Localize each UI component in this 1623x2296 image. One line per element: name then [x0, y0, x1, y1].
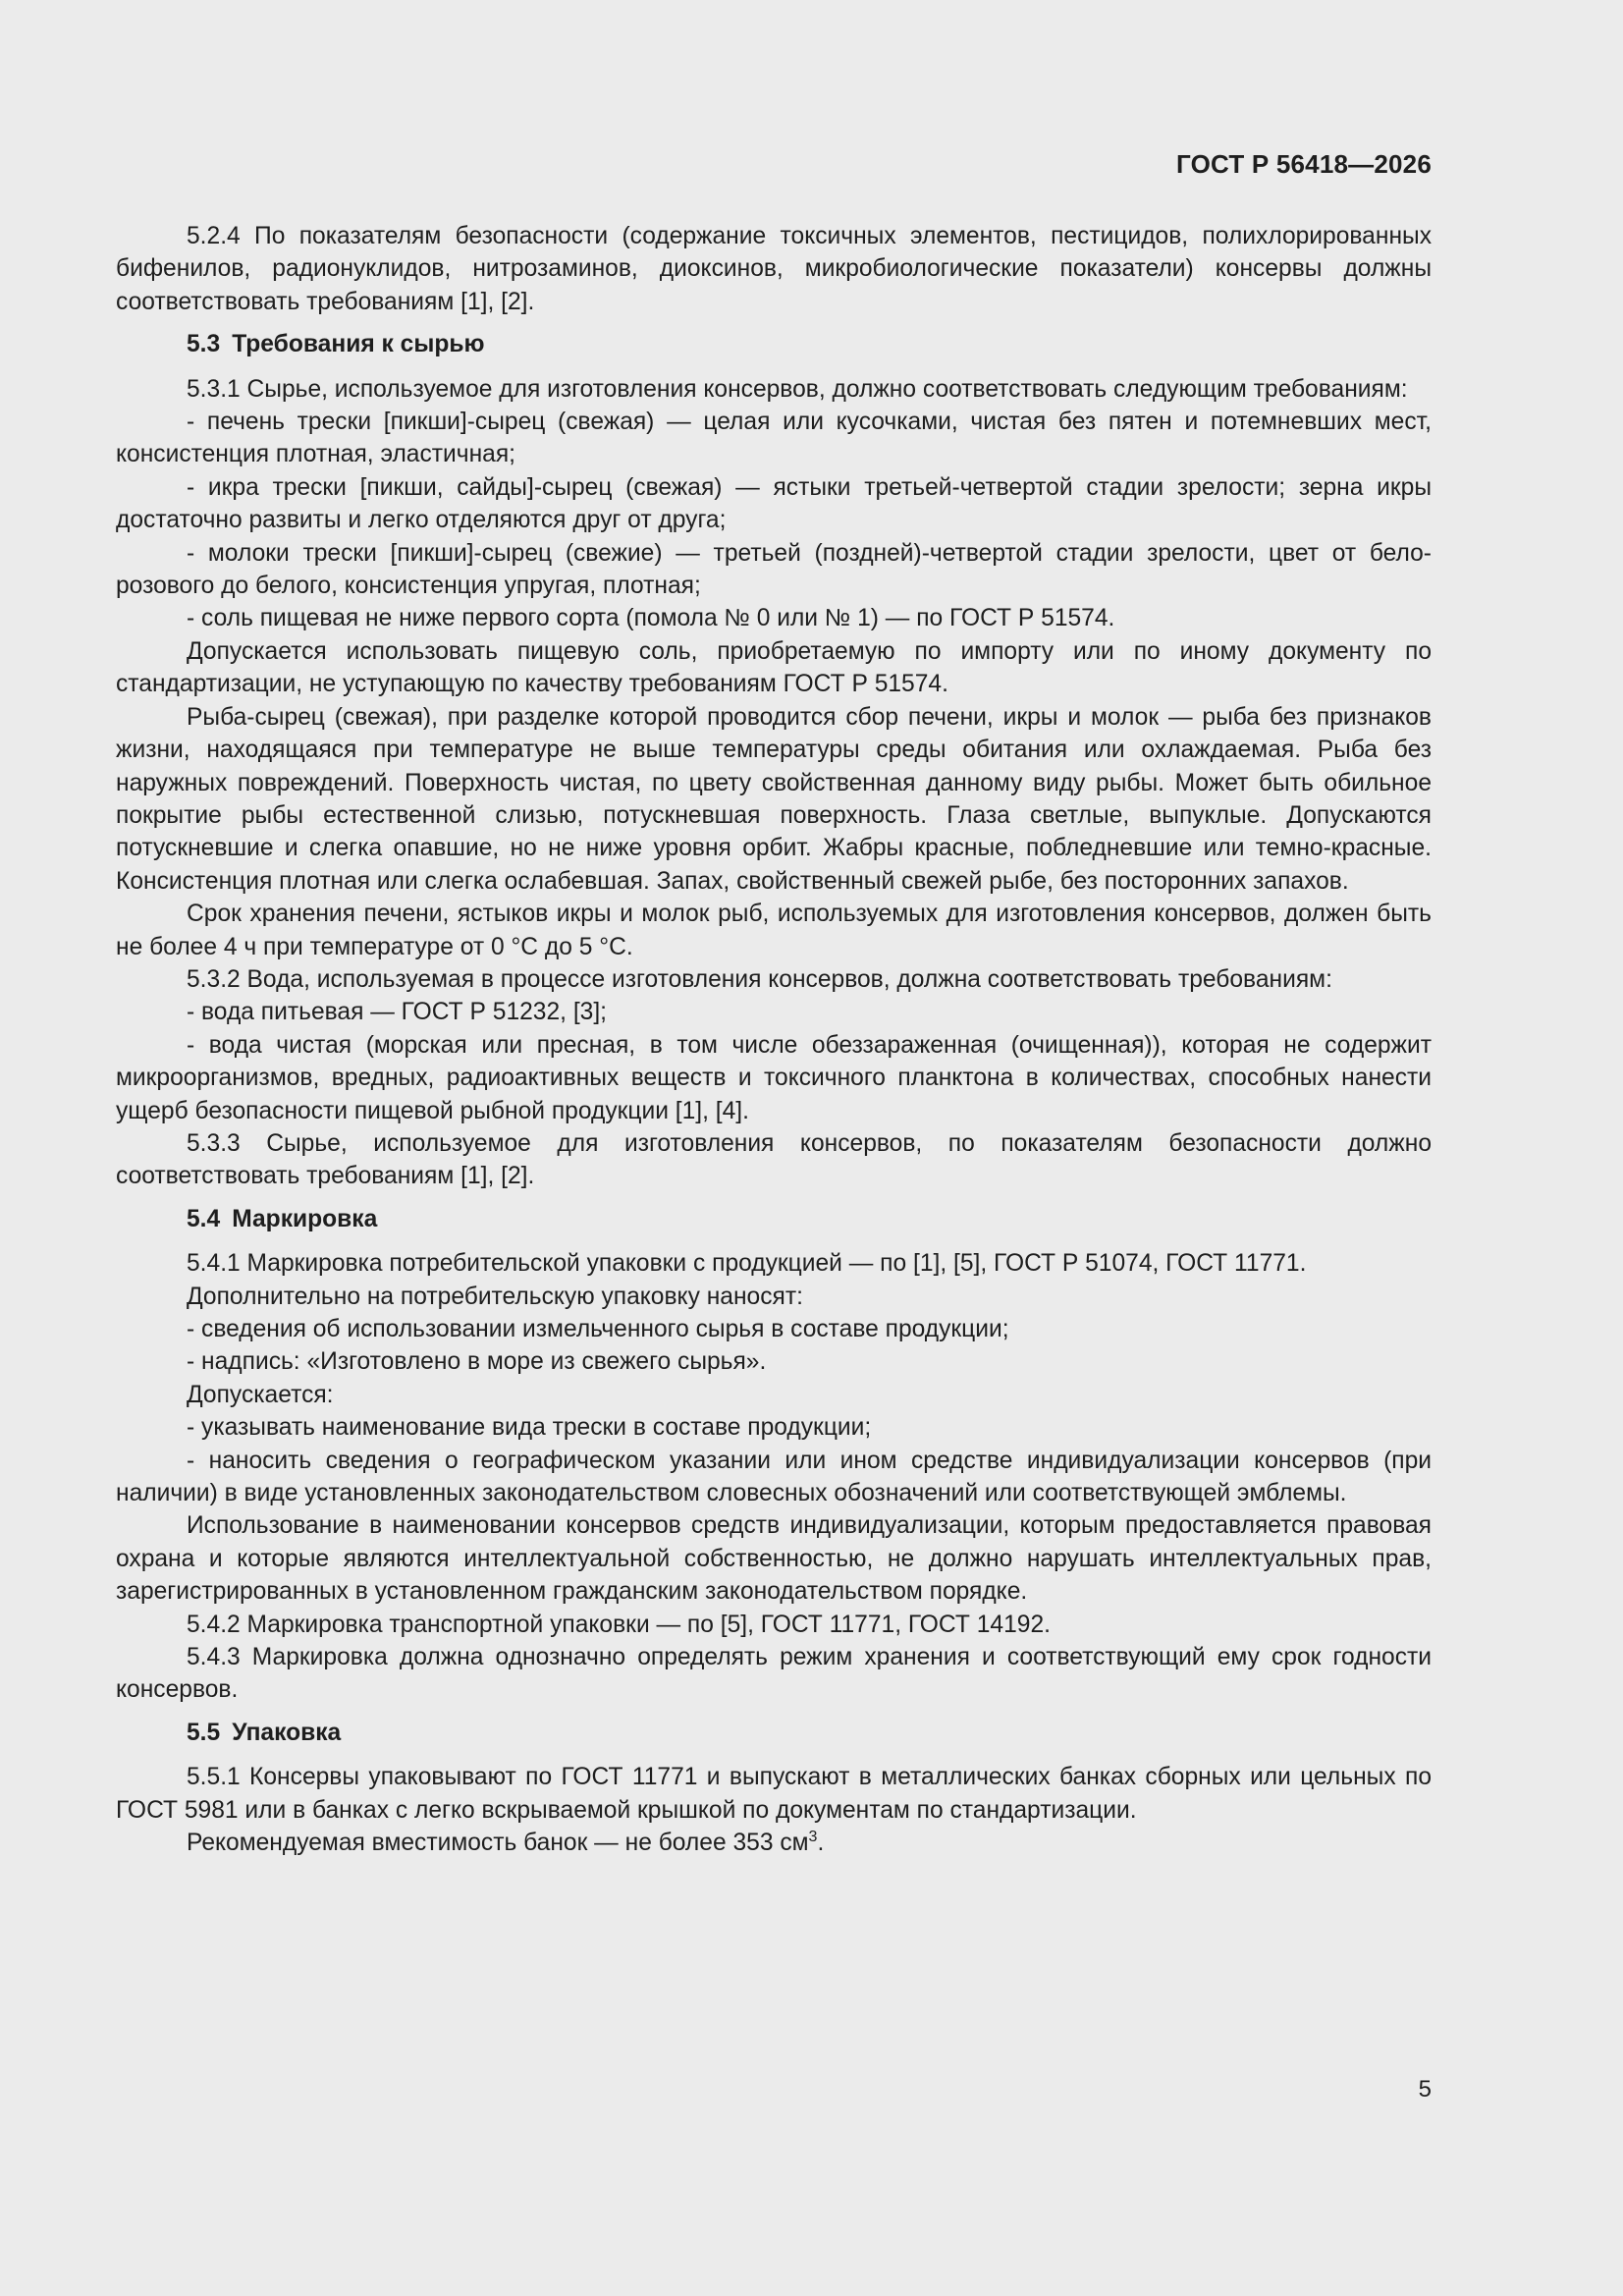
paragraph-individualization: Использование в наименовании консервов средств индивидуализации, которым предоставляется правовая охрана и которые являются интеллектуальной собственностью, не должно нарушать интеллектуальных прав, зарегистрированных в установленном гражданским законодательством порядке.: [116, 1512, 1432, 1606]
paragraph-raw-fish: Рыба-сырец (свежая), при разделке которой проводится сбор печени, икры и молок — рыба без признаков жизни, находящаяся при температуре не выше температуры среды обитания или охлаждаемая. Рыба без наружных повреждений. Поверхность чистая, по цвету свойственная данному виду рыбы. Может быть обильное покрытие рыбы естественной слизью, потускневшая поверхность. Глаза светлые, выпуклые. Допускаются потускневшие и слегка опавшие, но не ниже уровня орбит. Жабры красные, побледневшие или темно-красные. Консистенция плотная или слегка ослабевшая. Запах, свойственный свежей рыбе, без посторонних запахов.: [116, 703, 1432, 895]
paragraph-5-4-3: 5.4.3 Маркировка должна однозначно определять режим хранения и соответствующий ему срок годности консервов.: [116, 1644, 1432, 1704]
paragraph-5-3-1: 5.3.1 Сырье, используемое для изготовления консервов, должно соответствовать следующим требованиям:: [187, 375, 1408, 403]
list-item: - вода чистая (морская или пресная, в том числе обеззараженная (очищенная)), которая не содержит микроорганизмов, вредных, радиоактивных веществ и токсичного планктона в количествах, способных нанести ущерб безопасности пищевой рыбной продукции [1], [4].: [116, 1031, 1432, 1124]
paragraph-allowed: Допускается:: [187, 1381, 334, 1408]
section-heading-5-5: [116, 1717, 1432, 1749]
section-heading-5-4: [116, 1203, 1432, 1235]
list-item: - надпись: «Изготовлено в море из свежего сырья».: [187, 1348, 767, 1376]
capacity-unit-exponent: 3: [808, 1828, 818, 1845]
capacity-period: .: [817, 1830, 825, 1857]
list-item: - сведения об использовании измельченного сырья в составе продукции;: [187, 1316, 1009, 1342]
section-heading-5-3: [116, 328, 1432, 360]
page-number: 5: [1418, 2076, 1432, 2103]
section-number: 5.5: [187, 1719, 221, 1746]
page-content: [116, 220, 1432, 1860]
paragraph-capacity: [116, 1827, 1432, 1859]
section-title: Требования к сырью: [232, 331, 485, 358]
paragraph-5-4-2: 5.4.2 Маркировка транспортной упаковки — по [5], ГОСТ 11771, ГОСТ 14192.: [187, 1611, 1051, 1638]
list-item: - печень трески [пикши]-сырец (свежая) — целая или кусочками, чистая без пятен и потемневших мест, консистенция плотная, эластичная;: [116, 409, 1432, 468]
document-code: ГОСТ Р 56418—2026: [1176, 149, 1432, 179]
list-item: - соль пищевая не ниже первого сорта (помола № 0 или № 1) — по ГОСТ Р 51574.: [187, 605, 1115, 632]
paragraph-salt: Допускается использовать пищевую соль, приобретаемую по импорту или по иному документу по стандартизации, не уступающую по качеству требованиям ГОСТ Р 51574.: [116, 637, 1432, 698]
paragraph-5-2-4: 5.2.4 По показателям безопасности (содержание токсичных элементов, пестицидов, полихлорированных бифенилов, радионуклидов, нитрозаминов, диоксинов, микробиологические показатели) консервы должны соответствовать требованиям [1], [2].: [116, 223, 1432, 315]
list-item: - вода питьевая — ГОСТ Р 51232, [3];: [187, 999, 608, 1026]
paragraph-5-3-3: 5.3.3 Сырье, используемое для изготовления консервов, по показателям безопасности должно соответствовать требованиям [1], [2].: [116, 1129, 1432, 1190]
list-item: - указывать наименование вида трески в составе продукции;: [187, 1414, 872, 1442]
section-title: Упаковка: [232, 1719, 342, 1746]
section-number: 5.4: [187, 1205, 221, 1232]
list-item: - наносить сведения о географическом указании или ином средстве индивидуализации консервов (при наличии) в виде установленных законодательством словесных обозначений или соответствующей эмблемы.: [116, 1447, 1432, 1507]
list-item: - икра трески [пикши, сайды]-сырец (свежая) — ястыки третьей-четвертой стадии зрелости; зерна икры достаточно развиты и легко отделяются друг от друга;: [116, 473, 1432, 534]
section-title: Маркировка: [232, 1205, 378, 1232]
paragraph-5-4-1-extra: Дополнительно на потребительскую упаковку наносят:: [187, 1283, 803, 1310]
section-number: 5.3: [187, 331, 221, 358]
paragraph-5-5-1: 5.5.1 Консервы упаковывают по ГОСТ 11771 и выпускают в металлических банках сборных или цельных по ГОСТ 5981 или в банках с легко вскрываемой крышкой по документам по стандартизации.: [116, 1764, 1432, 1824]
capacity-text: Рекомендуемая вместимость банок — не более 353 см: [187, 1830, 809, 1857]
paragraph-storage-time: Срок хранения печени, ястыков икры и молок рыб, используемых для изготовления консервов, должен быть не более 4 ч при температуре от 0 °С до 5 °С.: [116, 901, 1432, 960]
paragraph-5-4-1: 5.4.1 Маркировка потребительской упаковки с продукцией — по [1], [5], ГОСТ Р 51074, ГОСТ 11771.: [187, 1250, 1307, 1278]
paragraph-5-3-2: 5.3.2 Вода, используемая в процессе изготовления консервов, должна соответствовать требованиям:: [187, 965, 1332, 993]
list-item: - молоки трески [пикши]-сырец (свежие) — третьей (поздней)-четвертой стадии зрелости, цвет от бело-розового до белого, консистенция упругая, плотная;: [116, 539, 1432, 600]
